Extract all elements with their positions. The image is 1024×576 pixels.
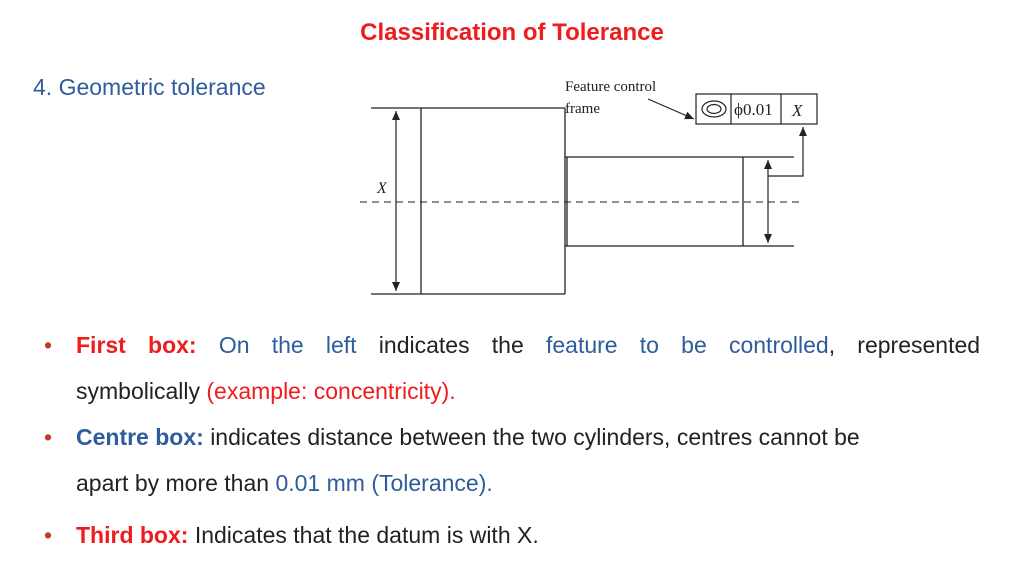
fcf-leader-line	[648, 99, 694, 119]
datum-leader-line	[768, 127, 803, 176]
bullet-first-line1: First box: On the left indicates the feature to be controlled, represented	[76, 332, 981, 358]
large-cylinder	[371, 108, 565, 294]
fcf-datum-letter: X	[792, 101, 803, 120]
bullet-dot: •	[44, 332, 53, 358]
bullet-centre-box	[40, 414, 980, 506]
bullet-third-box	[40, 512, 980, 558]
bullet-centre-line2: apart by more than 0.01 mm (Tolerance).	[76, 470, 493, 496]
slide-title: Classification of Tolerance	[360, 19, 664, 46]
bullet-first-line2: symbolically (example: concentricity).	[76, 378, 456, 404]
bullet-third-line: Third box: Indicates that the datum is with X.	[76, 522, 539, 548]
section-heading: 4. Geometric tolerance	[33, 74, 266, 100]
fcf-tolerance-value: ϕ0.01	[734, 100, 773, 119]
bullet-first-box	[40, 322, 980, 414]
fcf-caption-line1: Feature control	[565, 79, 657, 95]
bullet-dot: •	[44, 424, 53, 450]
bullet-centre-line1: Centre box: indicates distance between the two cylinders, centres cannot be	[76, 424, 860, 450]
fcf-caption-line2: frame	[565, 101, 600, 117]
dimension-label: X	[377, 180, 387, 197]
bullet-dot: •	[44, 522, 53, 548]
bullet-list	[40, 322, 980, 558]
concentricity-icon	[702, 101, 726, 117]
